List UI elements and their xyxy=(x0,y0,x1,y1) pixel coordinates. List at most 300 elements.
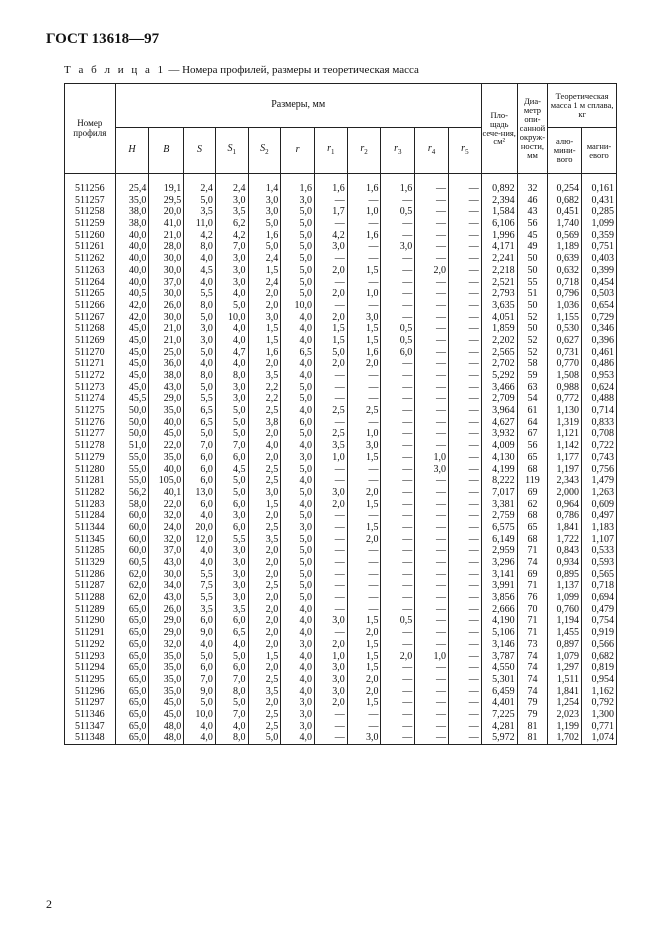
table-cell: 46 xyxy=(517,195,548,207)
table-row xyxy=(65,452,617,464)
table-cell: — xyxy=(415,487,449,499)
table-cell: 55,0 xyxy=(115,464,149,476)
table-cell: 2,0 xyxy=(347,487,381,499)
table-cell: 511345 xyxy=(65,534,116,546)
table-cell: 50,0 xyxy=(115,428,149,440)
table-cell: — xyxy=(448,697,481,709)
table-cell: 3,5 xyxy=(215,604,248,616)
table-cell: — xyxy=(347,475,381,487)
table-cell: 1,511 xyxy=(548,674,582,686)
table-cell: 2,4 xyxy=(215,174,248,195)
table-cell: — xyxy=(415,534,449,546)
table-cell: — xyxy=(448,393,481,405)
table-cell: 3,0 xyxy=(315,615,348,627)
table-cell: 0,718 xyxy=(548,277,582,289)
table-cell: 1,7 xyxy=(315,206,348,218)
table-cell: 45,0 xyxy=(115,358,149,370)
table-cell: 8,222 xyxy=(481,475,517,487)
table-cell: 0,399 xyxy=(582,265,617,277)
table-cell: 4,0 xyxy=(184,732,216,744)
table-cell: 1,130 xyxy=(548,405,582,417)
table-cell: 36,0 xyxy=(149,358,184,370)
table-cell: 3,0 xyxy=(281,709,315,721)
table-cell: 37,0 xyxy=(149,277,184,289)
table-cell: 0,714 xyxy=(582,405,617,417)
table-cell: 2,0 xyxy=(315,288,348,300)
table-caption-label: Т а б л и ц а 1 xyxy=(64,64,166,76)
table-cell: 61 xyxy=(517,405,548,417)
table-cell: — xyxy=(448,300,481,312)
table-cell: 1,300 xyxy=(582,709,617,721)
table-cell: — xyxy=(381,382,415,394)
table-cell: 4,199 xyxy=(481,464,517,476)
table-cell: 3,0 xyxy=(248,206,281,218)
table-cell: 4,0 xyxy=(215,639,248,651)
table-cell: 0,731 xyxy=(548,347,582,359)
table-cell: — xyxy=(381,697,415,709)
table-cell: 511265 xyxy=(65,288,116,300)
table-cell: 3,5 xyxy=(315,440,348,452)
table-cell: — xyxy=(448,452,481,464)
table-cell: 5,0 xyxy=(184,697,216,709)
table-cell: — xyxy=(448,206,481,218)
table-cell: 3,296 xyxy=(481,557,517,569)
table-cell: — xyxy=(448,358,481,370)
table-cell: 6,0 xyxy=(215,499,248,511)
table-row xyxy=(65,288,617,300)
table-cell: 511292 xyxy=(65,639,116,651)
table-cell: 2,702 xyxy=(481,358,517,370)
table-cell: — xyxy=(415,721,449,733)
table-cell: 5,0 xyxy=(184,428,216,440)
col-magnesium: магни-евого xyxy=(582,128,617,174)
table-cell: 76 xyxy=(517,592,548,604)
table-cell: — xyxy=(415,218,449,230)
table-cell: 2,000 xyxy=(548,487,582,499)
table-row xyxy=(65,464,617,476)
table-cell: 3,0 xyxy=(281,522,315,534)
table-cell: 5,0 xyxy=(281,545,315,557)
table-cell: 3,466 xyxy=(481,382,517,394)
table-cell: — xyxy=(415,417,449,429)
table-cell: 1,6 xyxy=(281,174,315,195)
table-cell: 4,0 xyxy=(281,405,315,417)
table-cell: 3,5 xyxy=(248,534,281,546)
table-cell: — xyxy=(315,300,348,312)
table-cell: 50 xyxy=(517,253,548,265)
table-row xyxy=(65,405,617,417)
table-cell: 52 xyxy=(517,335,548,347)
table-cell: — xyxy=(415,522,449,534)
table-cell: 10,0 xyxy=(281,300,315,312)
table-cell: 0,285 xyxy=(582,206,617,218)
header-profile-number: Номер профиля xyxy=(65,84,116,174)
table-cell: 58,0 xyxy=(115,499,149,511)
profiles-table xyxy=(64,83,617,745)
table-cell: 3,0 xyxy=(215,545,248,557)
table-cell: — xyxy=(415,241,449,253)
table-cell: 0,403 xyxy=(582,253,617,265)
table-cell: 2,0 xyxy=(248,627,281,639)
table-cell: 0,682 xyxy=(582,651,617,663)
table-cell: 3,856 xyxy=(481,592,517,604)
table-cell: 65,0 xyxy=(115,662,149,674)
table-cell: 74 xyxy=(517,662,548,674)
table-cell: 25,0 xyxy=(149,347,184,359)
table-cell: 40,5 xyxy=(115,288,149,300)
table-cell: 5,5 xyxy=(184,569,216,581)
table-cell: — xyxy=(381,674,415,686)
table-cell: 1,319 xyxy=(548,417,582,429)
table-cell: 71 xyxy=(517,615,548,627)
table-row xyxy=(65,487,617,499)
table-cell: 511347 xyxy=(65,721,116,733)
table-cell: 0,754 xyxy=(582,615,617,627)
table-cell: 74 xyxy=(517,674,548,686)
table-cell: 51,0 xyxy=(115,440,149,452)
table-cell: — xyxy=(381,721,415,733)
table-cell: 511271 xyxy=(65,358,116,370)
table-cell: 4,0 xyxy=(281,686,315,698)
table-cell: 5,0 xyxy=(281,487,315,499)
table-cell: — xyxy=(448,265,481,277)
table-cell: 1,199 xyxy=(548,721,582,733)
table-cell: 0,934 xyxy=(548,557,582,569)
table-cell: 4,0 xyxy=(281,312,315,324)
table-cell: — xyxy=(381,592,415,604)
table-cell: — xyxy=(347,417,381,429)
table-cell: 511276 xyxy=(65,417,116,429)
table-cell: 6,459 xyxy=(481,686,517,698)
table-cell: 24,0 xyxy=(149,522,184,534)
table-cell: 2,5 xyxy=(248,464,281,476)
table-cell: 20,0 xyxy=(149,206,184,218)
table-cell: 1,197 xyxy=(548,464,582,476)
table-cell: 35,0 xyxy=(149,452,184,464)
table-cell: 3,0 xyxy=(281,697,315,709)
table-cell: 5,0 xyxy=(248,732,281,744)
table-cell: 511260 xyxy=(65,230,116,242)
table-cell: — xyxy=(315,534,348,546)
page-number: 2 xyxy=(46,897,52,911)
table-cell: 2,5 xyxy=(248,580,281,592)
table-row xyxy=(65,580,617,592)
table-cell: 60,0 xyxy=(115,522,149,534)
table-row xyxy=(65,592,617,604)
document-title: ГОСТ 13618—97 xyxy=(46,31,160,47)
table-cell: 2,5 xyxy=(248,522,281,534)
col-aluminum: алю-мини-вого xyxy=(548,128,582,174)
table-cell: — xyxy=(315,277,348,289)
table-cell: 1,5 xyxy=(315,335,348,347)
table-cell: 4,0 xyxy=(215,721,248,733)
table-cell: 5,0 xyxy=(215,697,248,709)
table-cell: 1,5 xyxy=(347,265,381,277)
table-cell: 8,0 xyxy=(184,370,216,382)
table-cell: 1,740 xyxy=(548,218,582,230)
table-row xyxy=(65,335,617,347)
table-cell: — xyxy=(347,464,381,476)
table-cell: 3,0 xyxy=(215,195,248,207)
table-cell: 45,5 xyxy=(115,393,149,405)
table-cell: 5,0 xyxy=(281,253,315,265)
col-B: B xyxy=(149,128,184,174)
table-row xyxy=(65,534,617,546)
table-cell: 4,0 xyxy=(184,639,216,651)
table-cell: 0,624 xyxy=(582,382,617,394)
table-cell: — xyxy=(448,323,481,335)
table-cell: 5,0 xyxy=(184,382,216,394)
table-cell: 4,0 xyxy=(184,721,216,733)
table-row xyxy=(65,382,617,394)
table-cell: 4,0 xyxy=(184,358,216,370)
table-cell: 1,5 xyxy=(248,323,281,335)
table-cell: 1,0 xyxy=(347,206,381,218)
table-cell: 19,1 xyxy=(149,174,184,195)
table-cell: 40,0 xyxy=(149,464,184,476)
table-cell: 0,771 xyxy=(582,721,617,733)
table-cell: 2,0 xyxy=(347,674,381,686)
table-cell: — xyxy=(347,592,381,604)
table-cell: — xyxy=(381,253,415,265)
table-cell: 2,709 xyxy=(481,393,517,405)
table-cell: — xyxy=(448,686,481,698)
table-cell: 3,0 xyxy=(347,732,381,744)
table-cell: 511263 xyxy=(65,265,116,277)
table-cell: — xyxy=(448,580,481,592)
table-cell: 2,4 xyxy=(184,174,216,195)
table-cell: 1,6 xyxy=(381,174,415,195)
table-cell: 511285 xyxy=(65,545,116,557)
table-cell: 4,0 xyxy=(215,335,248,347)
table-cell: 0,451 xyxy=(548,206,582,218)
table-cell: 0,503 xyxy=(582,288,617,300)
table-cell: 0,708 xyxy=(582,428,617,440)
table-cell: 5,5 xyxy=(184,592,216,604)
table-cell: — xyxy=(415,662,449,674)
table-row xyxy=(65,697,617,709)
table-cell: 11,0 xyxy=(184,218,216,230)
table-cell: 0,486 xyxy=(582,358,617,370)
table-cell: — xyxy=(347,218,381,230)
table-cell: 6,0 xyxy=(215,662,248,674)
table-cell: 29,0 xyxy=(149,615,184,627)
table-cell: 69 xyxy=(517,487,548,499)
table-cell: 43,0 xyxy=(149,592,184,604)
table-cell: 2,0 xyxy=(315,697,348,709)
table-cell: 5,0 xyxy=(281,557,315,569)
table-cell: 5,5 xyxy=(184,288,216,300)
table-cell: — xyxy=(381,265,415,277)
table-cell: 9,0 xyxy=(184,686,216,698)
table-cell: 10,0 xyxy=(184,709,216,721)
table-cell: — xyxy=(415,323,449,335)
table-cell: 3,5 xyxy=(184,206,216,218)
table-cell: — xyxy=(448,195,481,207)
table-cell: 0,796 xyxy=(548,288,582,300)
table-cell: 2,759 xyxy=(481,510,517,522)
table-cell: 35,0 xyxy=(149,405,184,417)
table-cell: 35,0 xyxy=(149,662,184,674)
table-cell: — xyxy=(381,417,415,429)
table-cell: 3,0 xyxy=(315,686,348,698)
table-cell: 71 xyxy=(517,545,548,557)
table-cell: 0,895 xyxy=(548,569,582,581)
table-cell: 7,017 xyxy=(481,487,517,499)
table-cell: 74 xyxy=(517,686,548,698)
table-cell: 7,0 xyxy=(184,674,216,686)
table-cell: 4,0 xyxy=(281,732,315,744)
table-cell: 26,0 xyxy=(149,300,184,312)
table-cell: — xyxy=(381,639,415,651)
table-cell: 3,0 xyxy=(381,241,415,253)
table-cell: 65,0 xyxy=(115,732,149,744)
table-cell: 2,5 xyxy=(315,405,348,417)
table-cell: 30,0 xyxy=(149,288,184,300)
table-cell: 3,0 xyxy=(184,323,216,335)
table-cell: 0,988 xyxy=(548,382,582,394)
table-cell: 3,0 xyxy=(248,487,281,499)
table-cell: 0,843 xyxy=(548,545,582,557)
table-cell: 1,841 xyxy=(548,522,582,534)
table-cell: 1,5 xyxy=(347,615,381,627)
table-cell: — xyxy=(415,557,449,569)
table-cell: 81 xyxy=(517,721,548,733)
table-cell: 1,5 xyxy=(347,639,381,651)
table-cell: 2,202 xyxy=(481,335,517,347)
table-cell: 511275 xyxy=(65,405,116,417)
table-cell: 3,932 xyxy=(481,428,517,440)
table-cell: 55,0 xyxy=(115,452,149,464)
table-row xyxy=(65,557,617,569)
table-cell: — xyxy=(381,464,415,476)
table-cell: 0,161 xyxy=(582,174,617,195)
table-cell: 74 xyxy=(517,651,548,663)
table-cell: 0,488 xyxy=(582,393,617,405)
table-cell: 2,023 xyxy=(548,709,582,721)
table-cell: — xyxy=(448,174,481,195)
table-cell: 56 xyxy=(517,440,548,452)
table-cell: 69 xyxy=(517,569,548,581)
table-cell: 4,5 xyxy=(184,265,216,277)
table-cell: 1,6 xyxy=(347,347,381,359)
table-cell: 2,0 xyxy=(315,499,348,511)
table-cell: 0,431 xyxy=(582,195,617,207)
table-cell: — xyxy=(347,382,381,394)
table-cell: 1,5 xyxy=(248,335,281,347)
table-cell: — xyxy=(347,393,381,405)
table-cell: 3,0 xyxy=(248,195,281,207)
table-cell: — xyxy=(381,405,415,417)
table-cell: 511257 xyxy=(65,195,116,207)
table-cell: 511272 xyxy=(65,370,116,382)
table-cell: — xyxy=(315,510,348,522)
table-cell: 5,0 xyxy=(281,241,315,253)
table-cell: 6,106 xyxy=(481,218,517,230)
table-row xyxy=(65,277,617,289)
table-cell: 2,2 xyxy=(248,393,281,405)
table-cell: 45,0 xyxy=(115,347,149,359)
table-cell: 1,508 xyxy=(548,370,582,382)
table-cell: — xyxy=(315,569,348,581)
table-cell: 9,0 xyxy=(184,627,216,639)
table-cell: — xyxy=(347,253,381,265)
table-cell: 7,225 xyxy=(481,709,517,721)
table-cell: 2,0 xyxy=(248,452,281,464)
table-cell: 0,639 xyxy=(548,253,582,265)
table-cell: — xyxy=(415,174,449,195)
table-cell: — xyxy=(415,288,449,300)
table-cell: — xyxy=(381,358,415,370)
col-S: S xyxy=(184,128,216,174)
table-cell: 40,0 xyxy=(115,265,149,277)
table-cell: 4,0 xyxy=(184,510,216,522)
table-cell: — xyxy=(381,288,415,300)
table-cell: — xyxy=(415,545,449,557)
table-cell: 1,6 xyxy=(248,230,281,242)
table-cell: 5,0 xyxy=(281,206,315,218)
table-cell: 2,4 xyxy=(248,253,281,265)
table-cell: 38,0 xyxy=(149,370,184,382)
table-cell: 4,7 xyxy=(215,347,248,359)
table-cell: 2,2 xyxy=(248,382,281,394)
table-cell: — xyxy=(415,335,449,347)
table-cell: 3,5 xyxy=(184,604,216,616)
col-S1: $S_1$ xyxy=(215,128,248,174)
table-cell: 0,897 xyxy=(548,639,582,651)
table-cell: 7,0 xyxy=(215,709,248,721)
table-cell: — xyxy=(415,709,449,721)
table-cell: 2,0 xyxy=(248,545,281,557)
table-cell: — xyxy=(381,732,415,744)
table-cell: 0,454 xyxy=(582,277,617,289)
table-cell: 32 xyxy=(517,174,548,195)
table-cell: 2,0 xyxy=(315,639,348,651)
table-cell: 4,0 xyxy=(184,557,216,569)
table-cell: 7,5 xyxy=(184,580,216,592)
table-cell: 0,461 xyxy=(582,347,617,359)
table-cell: 65,0 xyxy=(115,674,149,686)
table-cell: 2,5 xyxy=(248,721,281,733)
table-cell: 511266 xyxy=(65,300,116,312)
table-cell: — xyxy=(448,627,481,639)
table-row xyxy=(65,569,617,581)
table-cell: 0,718 xyxy=(582,580,617,592)
table-cell: 1,5 xyxy=(347,499,381,511)
table-caption-text: — Номера профилей, размеры и теоретическая масса xyxy=(165,64,419,76)
table-cell: 511278 xyxy=(65,440,116,452)
table-cell: 2,0 xyxy=(248,510,281,522)
table-cell: 4,0 xyxy=(281,323,315,335)
table-cell: 35,0 xyxy=(149,686,184,698)
table-cell: 5,0 xyxy=(281,534,315,546)
table-row xyxy=(65,522,617,534)
table-cell: 37,0 xyxy=(149,545,184,557)
table-cell: 1,099 xyxy=(548,592,582,604)
table-cell: 21,0 xyxy=(149,323,184,335)
table-cell: 5,0 xyxy=(215,651,248,663)
table-cell: 0,5 xyxy=(381,206,415,218)
table-row xyxy=(65,440,617,452)
table-cell: 4,0 xyxy=(281,615,315,627)
table-cell: 0,533 xyxy=(582,545,617,557)
table-row xyxy=(65,639,617,651)
table-cell: — xyxy=(415,697,449,709)
table-cell: 3,5 xyxy=(215,206,248,218)
table-cell: 511264 xyxy=(65,277,116,289)
table-cell: 5,0 xyxy=(215,300,248,312)
table-cell: 1,5 xyxy=(248,265,281,277)
